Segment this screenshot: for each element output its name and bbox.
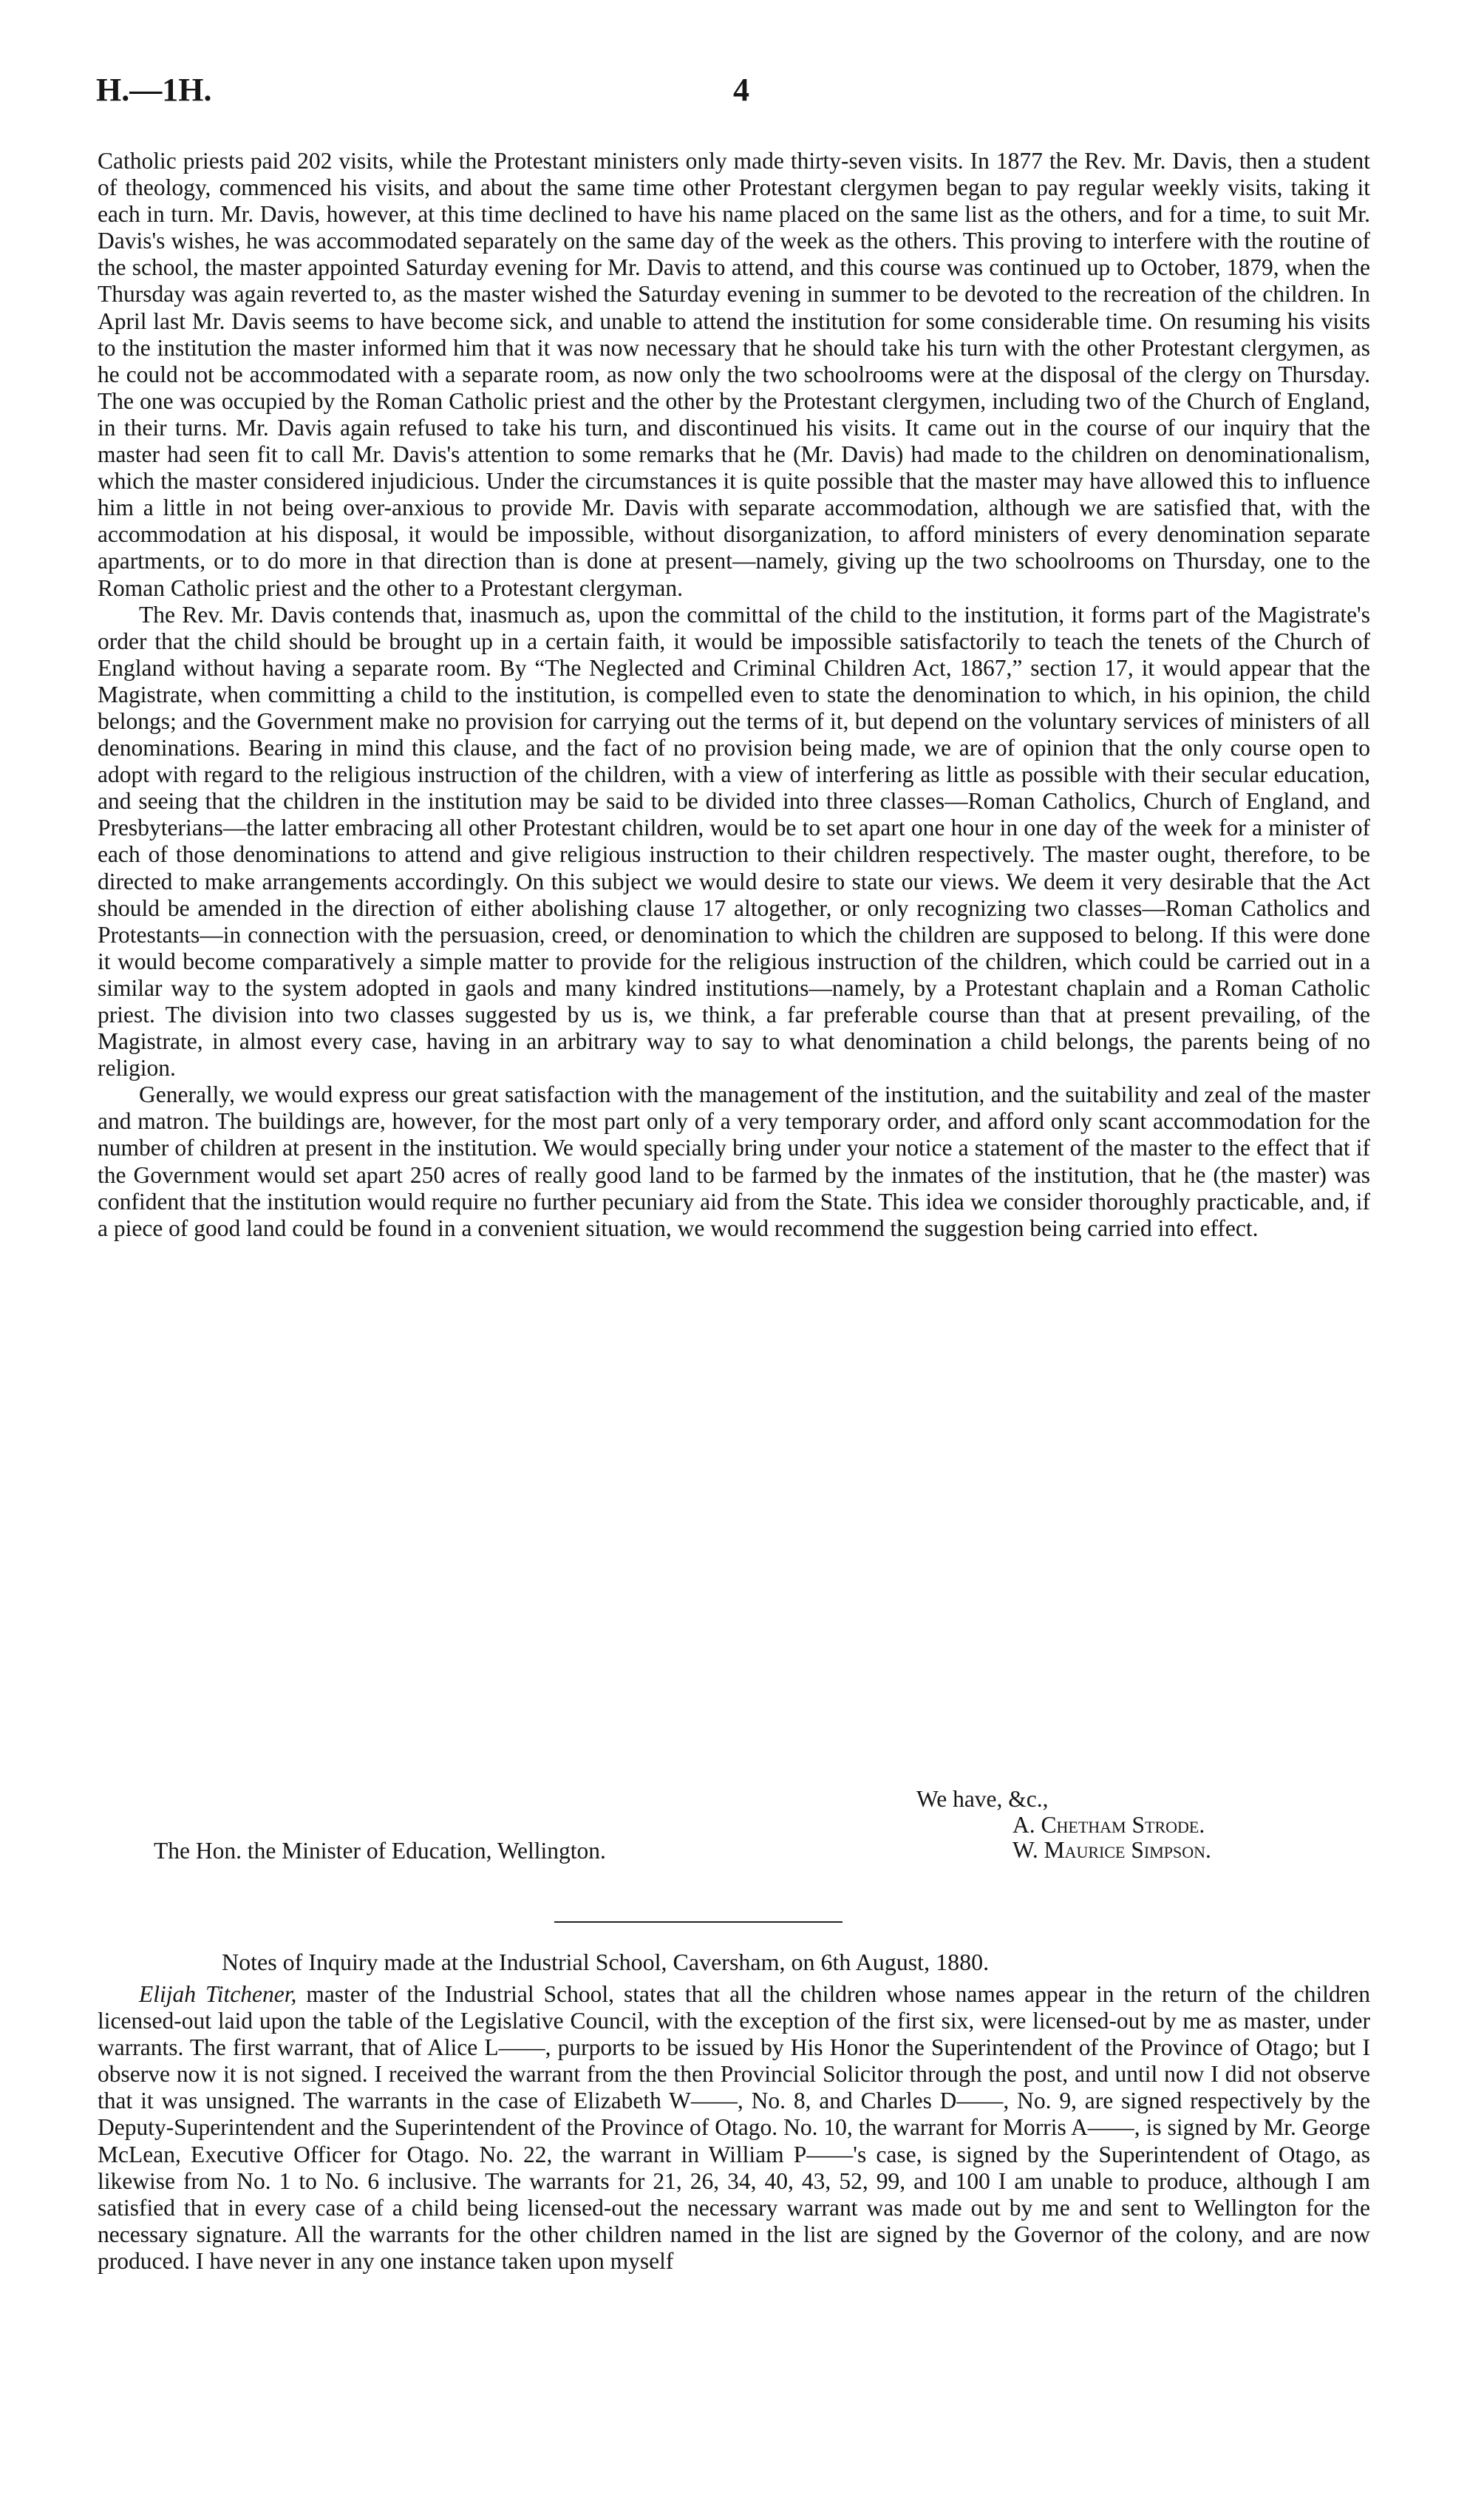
signatory-name: W. Maurice Simpson. — [1012, 1837, 1211, 1863]
notes-paragraph — [98, 1981, 1370, 2275]
notes-text: master of the Industrial School, states that all the children whose names appear in the return of the children licensed-out laid upon the table of the Legislative Council, with the exception of the first six, were licensed-out by me as master, under warrants. The first warrant, that of Alice L——, purports to be issued by His Honor the Superintendent of the Province of Otago; but I observe now it is not signed. I received the warrant from the then Provincial Solicitor through the post, and until now I did not observe that it was unsigned. The warrants in the case of Elizabeth W——, No. 8, and Charles D——, No. 9, are signed respectively by the Deputy-Superintendent and the Superintendent of the Province of Otago. No. 10, the warrant for Morris A——, is signed by Mr. George McLean, Executive Officer for Otago. No. 22, the warrant in William P——'s case, is signed by the Superintendent of Otago, as likewise from No. 1 to No. 6 inclusive. The warrants for 21, 26, 34, 40, 43, 52, 99, and 100 I am unable to produce, although I am satisfied that in every case of a child being licensed-out the necessary warrant was made out by me and sent to Wellington for the necessary signature. All the warrants for the other children named in the list are signed by the Governor of the colony, and are now produced. I have never in any one instance taken upon myself — [98, 1981, 1370, 2274]
page-number: 4 — [733, 72, 749, 108]
report-paragraph-2: The Rev. Mr. Davis contends that, inasmuch as, upon the committal of the child to the institution, it forms part of the Magistrate's order that the child should be brought up in a certain faith, it would be impossible satisfactorily to teach the tenets of the Church of England without having a separate room. By “The Neglected and Criminal Children Act, 1867,” section 17, it would appear that the Magistrate, when committing a child to the institution, is compelled even to state the denomination to which, in his opinion, the child belongs; and the Government make no provision for carrying out the terms of it, but depend on the voluntary services of ministers of all denominations. Bearing in mind this clause, and the fact of no provision being made, we are of opinion that the only course open to adopt with regard to the religious instruction of the children, with a view of interfering as little as possible with their secular education, and seeing that the children in the institution may be said to be divided into three classes—Roman Catholics, Church of England, and Presbyterians—the latter embracing all other Protestant children, would be to set apart one hour in one day of the week for a minister of each of those denominations to attend and give religious instruction to their children respectively. The master ought, therefore, to be directed to make arrangements accordingly. On this subject we would desire to state our views. We deem it very desirable that the Act should be amended in the direction of either abolishing clause 17 altogether, or only recognizing two classes—Roman Catholics and Protestants—in connection with the persuasion, creed, or denomination to which the children are supposed to belong. If this were done it would become comparatively a simple matter to provide for the religious instruction of the children, which could be carried out in a similar way to the system adopted in gaols and many kindred institutions—namely, by a Protestant chaplain and a Roman Catholic priest. The division into two classes suggested by us is, we think, a far preferable course than that at present prevailing, of the Magistrate, in almost every case, having in an arbitrary way to say to what denomination a child belongs, the parents being of no religion. — [98, 601, 1370, 1081]
signature-block — [1012, 1813, 1211, 1863]
addressee: The Hon. the Minister of Education, Wellington. — [154, 1838, 606, 1864]
letter-closing: We have, &c., — [916, 1786, 1049, 1812]
report-paragraph-1: Catholic priests paid 202 visits, while the Protestant ministers only made thirty-seven visits. In 1877 the Rev. Mr. Davis, then a student of theology, commenced his visits, and about the same time other Protestant clergymen began to pay regular weekly visits, taking it each in turn. Mr. Davis, however, at this time declined to have his name placed on the same list as the others, and for a time, to suit Mr. Davis's wishes, he was accommodated separately on the same day of the week as the others. This proving to interfere with the routine of the school, the master appointed Saturday evening for Mr. Davis to attend, and this course was continued up to October, 1879, when the Thursday was again reverted to, as the master wished the Saturday evening in summer to be devoted to the recreation of the children. In April last Mr. Davis seems to have become sick, and unable to attend the institution for some considerable time. On resuming his visits to the institution the master informed him that it was now necessary that he should take his turn with the other Protestant clergymen, as he could not be accommodated with a separate room, as now only the two schoolrooms were at the disposal of the clergy on Thursday. The one was occupied by the Roman Catholic priest and the other by the Protestant clergymen, including two of the Church of England, in their turns. Mr. Davis again refused to take his turn, and discontinued his visits. It came out in the course of our inquiry that the master had seen fit to call Mr. Davis's attention to some remarks that he (Mr. Davis) had made to the children on denominationalism, which the master considered injudicious. Under the circumstances it is quite possible that the master may have allowed this to influence him a little in not being over-anxious to provide Mr. Davis with separate accommodation, although we are satisfied that, with the accommodation at his disposal, it would be impossible, without disorganization, to afford ministers of every denomination separate apartments, or to do more in that direction than is done at present—namely, giving up the two schoolrooms on Thursday, one to the Roman Catholic priest and the other to a Protestant clergyman. — [98, 148, 1370, 601]
report-paragraph-3: Generally, we would express our great satisfaction with the management of the institution, and the suitability and zeal of the master and matron. The buildings are, however, for the most part only of a very temporary order, and afford only scant accommodation for the number of children at present in the institution. We would specially bring under your notice a statement of the master to the effect that if the Government would set apart 250 acres of really good land to be farmed by the inmates of the institution, that he (the master) was confident that the institution would require no further pecuniary aid from the State. This idea we consider thoroughly practicable, and, if a piece of good land could be found in a convenient situation, we would recommend the suggestion being carried into effect. — [98, 1081, 1370, 1241]
signatory-name: A. Chetham Strode. — [1012, 1812, 1205, 1838]
notes-body — [98, 1981, 1370, 2275]
speaker-name: Elijah Titchener, — [139, 1981, 297, 2007]
notes-heading: Notes of Inquiry made at the Industrial School, Caversham, on 6th August, 1880. — [222, 1949, 990, 1975]
report-body — [98, 148, 1370, 1242]
document-reference: H.—1H. — [96, 72, 212, 108]
running-head — [96, 71, 1329, 115]
section-divider — [554, 1921, 843, 1923]
